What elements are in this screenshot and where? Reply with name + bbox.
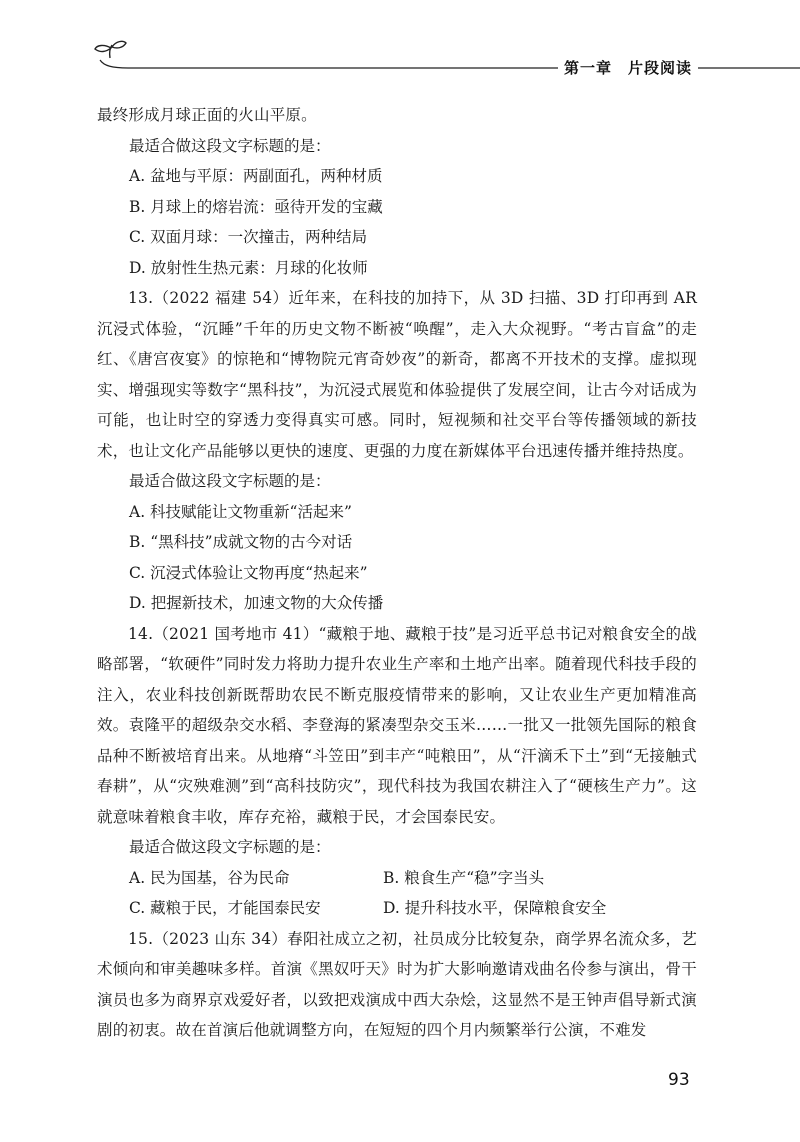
question-prompt: 最适合做这段文字标题的是： bbox=[129, 838, 331, 856]
option-a: A. 盆地与平原：两副面孔，两种材质 bbox=[129, 167, 383, 185]
option-b: B. 粮食生产“稳”字当头 bbox=[383, 868, 545, 887]
option-d: D. 把握新技术，加速文物的大众传播 bbox=[129, 594, 384, 612]
option-c: C. 双面月球：一次撞击，两种结局 bbox=[129, 228, 368, 246]
question-15-passage: 15.（2023 山东 34）春阳社成立之初，社员成分比较复杂，商学界名流众多，艺术倾向和审美趣味多样。首演《黑奴吁天》时为扩大影响邀请戏曲名伶参与演出，骨干演员也多为商界京戏爱好者，以致把戏演成中西大杂烩，这显然不是王钟声倡导新式演剧的初衷。故在首演后他就调整方向，在短短的四个月内频繁举行公演，不难发 bbox=[97, 929, 697, 1039]
option-a: A. 科技赋能让文物重新“活起来” bbox=[129, 502, 352, 521]
question-13-passage: 13.（2022 福建 54）近年来，在科技的加持下，从 3D 扫描、3D 打印再到 AR 沉浸式体验，“沉睡”千年的历史文物不断被“唤醒”，走入大众视野。“考古盲盒”的走红、《唐宫夜宴》的惊艳和“博物院元宵奇妙夜”的新奇，都离不开技术的支撑。虚拟现实、增强现实等数字“黑科技”，为沉浸式展览和体验提供了发展空间，让古今对话成为可能，也让时空的穿透力变得真实可感。同时，短视频和社交平台等传播领域的新技术，也让文化产品能够以更快的速度、更强的力度在新媒体平台迅速传播并维持热度。 bbox=[97, 289, 697, 460]
question-14-passage: 14.（2021 国考地市 41）“藏粮于地、藏粮于技”是习近平总书记对粮食安全的战略部署，“软硬件”同时发力将助力提升农业生产率和土地产出率。随着现代科技手段的注入，农业科技创新既帮助农民不断克服疫情带来的影响，又让农业生产更加精准高效。袁隆平的超级杂交水稻、李登海的紧凑型杂交玉米……一批又一批领先国际的粮食品种不断被培育出来。从地瘠“斗笠田”到丰产“吨粮田”，从“汗滴禾下土”到“无接触式春耕”，从“灾殃难测”到“高科技防灾”，现代科技为我国农耕注入了“硬核生产力”。这就意味着粮食丰收，库存充裕，藏粮于民，才会国泰民安。 bbox=[97, 624, 697, 826]
option-b: B. “黑科技”成就文物的古今对话 bbox=[129, 533, 353, 551]
option-row bbox=[97, 863, 697, 894]
page-number: 93 bbox=[668, 1070, 690, 1090]
option-row bbox=[97, 893, 697, 924]
option-c: C. 沉浸式体验让文物再度“热起来” bbox=[129, 563, 368, 582]
chapter-title: 第一章 片段阅读 bbox=[558, 57, 698, 78]
option-b: B. 月球上的熔岩流：亟待开发的宝藏 bbox=[129, 197, 383, 216]
page-body bbox=[97, 100, 697, 1046]
option-a: A. 民为国基，谷为民命 bbox=[129, 868, 290, 887]
paragraph-continuation: 最终形成月球正面的火山平原。 bbox=[97, 106, 317, 124]
sprout-icon bbox=[95, 41, 126, 58]
page-header bbox=[0, 0, 800, 80]
question-prompt: 最适合做这段文字标题的是： bbox=[129, 472, 331, 490]
option-d: D. 放射性生热元素：月球的化妆师 bbox=[129, 258, 368, 277]
option-c: C. 藏粮于民，才能国泰民安 bbox=[129, 899, 321, 917]
option-d: D. 提升科技水平，保障粮食安全 bbox=[383, 899, 607, 917]
question-prompt: 最适合做这段文字标题的是： bbox=[129, 136, 331, 155]
